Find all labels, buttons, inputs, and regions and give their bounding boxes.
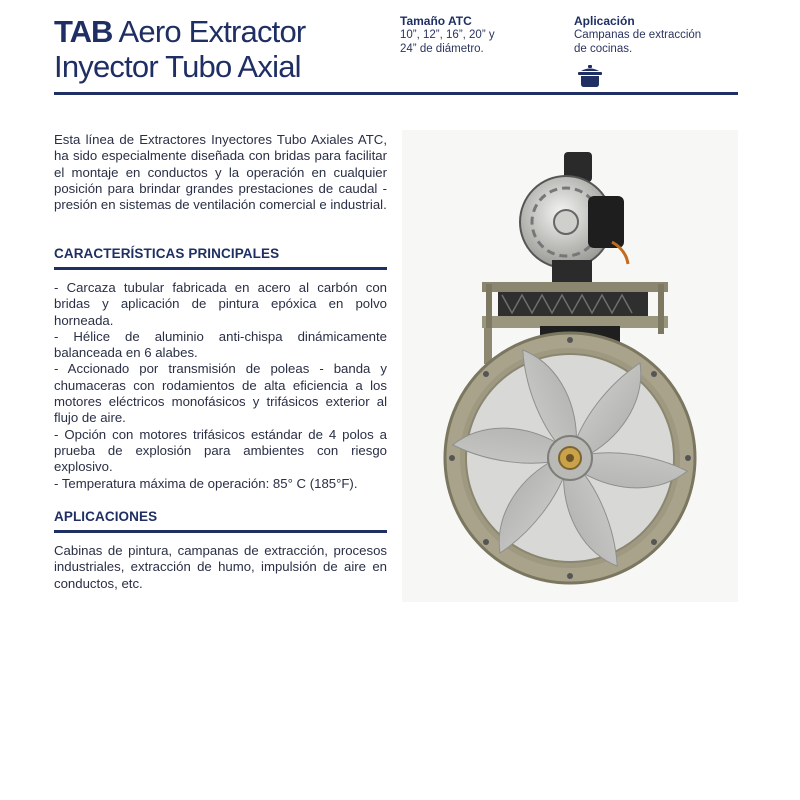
spec-size (400, 14, 540, 56)
product-photo (402, 130, 738, 602)
feature-item: - Temperatura máxima de operación: 85° C (185°F). (54, 475, 358, 491)
intro-paragraph: Esta línea de Extractores Inyectores Tubo Axiales ATC, ha sido especialmente diseñada con bridas para facilitar el montaje en conductos y la operación en cualquier posición para brindar grandes prestaciones de caudal - presión en sistemas de ventilación comercial e industrial. (54, 132, 387, 213)
applications-paragraph: Cabinas de pintura, campanas de extracción, procesos industriales, extracción de humo, impulsión de aire en conductos, etc. (54, 543, 387, 591)
feature-item: - Hélice de aluminio anti-chispa dinámicamente balanceada en 6 alabes. (54, 328, 387, 361)
title-line-1 (54, 14, 384, 49)
brand-name: TAB (54, 14, 113, 49)
features-heading: CARACTERÍSTICAS PRINCIPALES (54, 246, 387, 270)
product-title (54, 14, 384, 84)
title-line-2: Inyector Tubo Axial (54, 49, 301, 84)
feature-item: - Accionado por transmisión de poleas - banda y chumaceras con rodamientos de alta eficiencia a los motores eléctricos monofásicos y trifásicos exterior al flujo de aire. (54, 361, 387, 426)
spec-size-line-1: 10”, 12”, 16”, 20” y (400, 29, 495, 41)
spec-application (574, 14, 744, 56)
spec-size-line-2: 24” de diámetro. (400, 43, 484, 55)
feature-item: - Carcaza tubular fabricada en acero al carbón con bridas y aplicación de pintura epóxica en polvo horneada. (54, 280, 387, 328)
header-divider (54, 92, 738, 95)
motor (520, 152, 628, 286)
spec-size-label: Tamaño ATC (400, 14, 472, 28)
feature-item: - Opción con motores trifásicos estándar de 4 polos a prueba de explosión para ambientes con riesgo explosivo. (54, 426, 387, 475)
spec-application-line-1: Campanas de extracción (574, 29, 702, 41)
cooking-pot-icon (577, 64, 603, 88)
applications-heading: APLICACIONES (54, 509, 387, 533)
title-line-1-text: Aero Extractor (112, 14, 306, 49)
spec-application-line-2: de cocinas. (574, 43, 633, 55)
spec-application-label: Aplicación (574, 14, 635, 28)
axial-fan-illustration (402, 130, 738, 602)
features-list (54, 280, 387, 492)
